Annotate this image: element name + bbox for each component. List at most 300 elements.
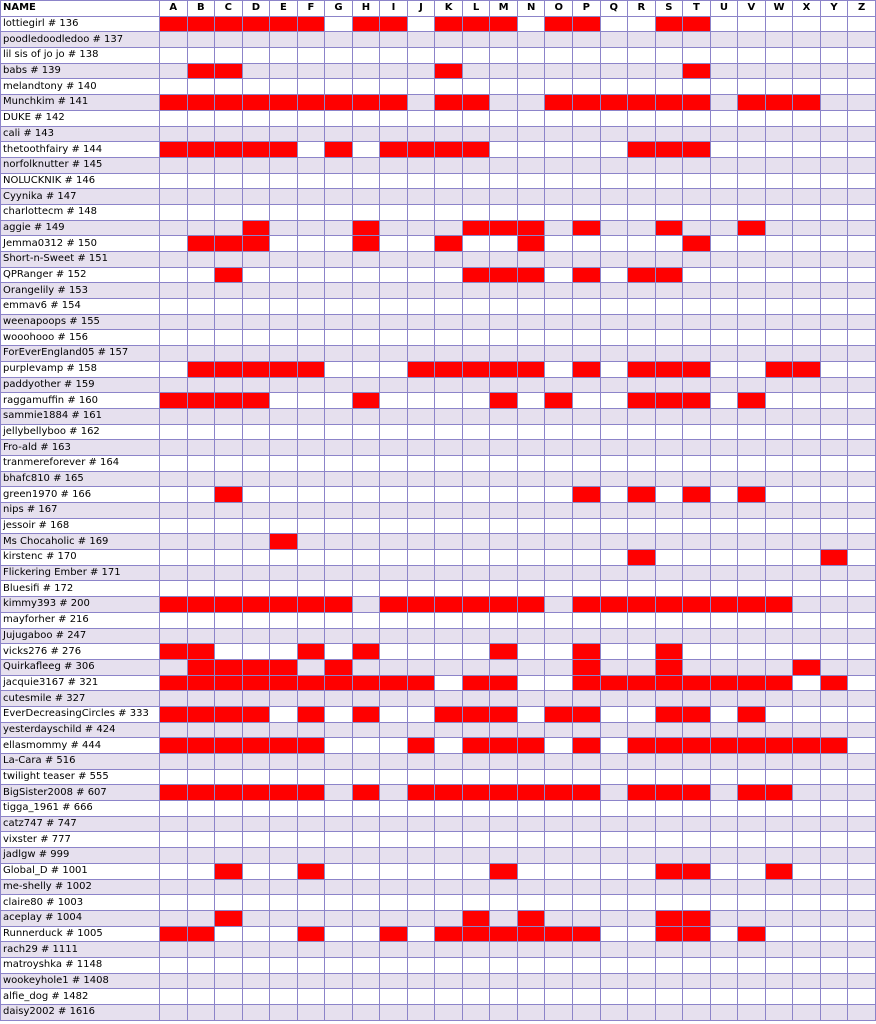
- empty-cell: [380, 989, 408, 1005]
- empty-cell: [765, 895, 793, 911]
- empty-cell: [628, 471, 656, 487]
- empty-cell: [820, 754, 848, 770]
- empty-cell: [407, 487, 435, 503]
- empty-cell: [215, 32, 243, 48]
- empty-cell: [572, 189, 600, 205]
- filled-cell: [352, 16, 380, 32]
- empty-cell: [352, 204, 380, 220]
- empty-cell: [820, 910, 848, 926]
- empty-cell: [160, 1005, 188, 1021]
- table-row: [1, 550, 876, 566]
- empty-cell: [380, 644, 408, 660]
- empty-cell: [380, 377, 408, 393]
- empty-cell: [490, 283, 518, 299]
- empty-cell: [435, 48, 463, 64]
- empty-cell: [352, 503, 380, 519]
- empty-cell: [545, 330, 573, 346]
- empty-cell: [462, 346, 490, 362]
- empty-cell: [655, 32, 683, 48]
- empty-cell: [655, 816, 683, 832]
- empty-cell: [765, 204, 793, 220]
- empty-cell: [628, 628, 656, 644]
- empty-cell: [517, 110, 545, 126]
- empty-cell: [545, 989, 573, 1005]
- empty-cell: [242, 126, 270, 142]
- empty-cell: [655, 487, 683, 503]
- empty-cell: [600, 691, 628, 707]
- empty-cell: [490, 612, 518, 628]
- empty-cell: [710, 691, 738, 707]
- filled-cell: [490, 675, 518, 691]
- empty-cell: [683, 722, 711, 738]
- empty-cell: [380, 612, 408, 628]
- table-row: [1, 110, 876, 126]
- empty-cell: [270, 299, 298, 315]
- empty-cell: [710, 79, 738, 95]
- empty-cell: [600, 220, 628, 236]
- empty-cell: [462, 63, 490, 79]
- empty-cell: [325, 863, 353, 879]
- row-name: matroyshka # 1148: [1, 957, 160, 973]
- empty-cell: [710, 283, 738, 299]
- empty-cell: [655, 1005, 683, 1021]
- filled-cell: [600, 597, 628, 613]
- filled-cell: [683, 863, 711, 879]
- row-name: raggamuffin # 160: [1, 393, 160, 409]
- empty-cell: [407, 346, 435, 362]
- empty-cell: [462, 895, 490, 911]
- empty-cell: [655, 534, 683, 550]
- empty-cell: [490, 126, 518, 142]
- empty-cell: [655, 754, 683, 770]
- column-header-w: W: [765, 1, 793, 17]
- empty-cell: [793, 832, 821, 848]
- empty-cell: [352, 550, 380, 566]
- empty-cell: [765, 424, 793, 440]
- empty-cell: [490, 1005, 518, 1021]
- empty-cell: [462, 659, 490, 675]
- filled-cell: [517, 597, 545, 613]
- empty-cell: [765, 455, 793, 471]
- empty-cell: [848, 346, 876, 362]
- table-row: [1, 408, 876, 424]
- empty-cell: [462, 503, 490, 519]
- table-row: [1, 973, 876, 989]
- empty-cell: [600, 801, 628, 817]
- empty-cell: [242, 550, 270, 566]
- empty-cell: [628, 455, 656, 471]
- empty-cell: [683, 942, 711, 958]
- empty-cell: [765, 612, 793, 628]
- filled-cell: [215, 597, 243, 613]
- empty-cell: [738, 1005, 766, 1021]
- empty-cell: [297, 110, 325, 126]
- empty-cell: [848, 989, 876, 1005]
- empty-cell: [215, 957, 243, 973]
- empty-cell: [738, 63, 766, 79]
- empty-cell: [407, 16, 435, 32]
- empty-cell: [738, 957, 766, 973]
- row-name: aceplay # 1004: [1, 910, 160, 926]
- empty-cell: [407, 848, 435, 864]
- filled-cell: [517, 220, 545, 236]
- empty-cell: [710, 361, 738, 377]
- empty-cell: [215, 455, 243, 471]
- empty-cell: [848, 612, 876, 628]
- empty-cell: [545, 189, 573, 205]
- filled-cell: [820, 675, 848, 691]
- empty-cell: [600, 816, 628, 832]
- empty-cell: [600, 659, 628, 675]
- empty-cell: [490, 299, 518, 315]
- row-name: paddyother # 159: [1, 377, 160, 393]
- empty-cell: [572, 612, 600, 628]
- filled-cell: [380, 95, 408, 111]
- empty-cell: [325, 926, 353, 942]
- table-row: [1, 455, 876, 471]
- empty-cell: [160, 832, 188, 848]
- empty-cell: [270, 157, 298, 173]
- filled-cell: [572, 926, 600, 942]
- empty-cell: [435, 346, 463, 362]
- filled-cell: [407, 361, 435, 377]
- row-name: jessoir # 168: [1, 518, 160, 534]
- column-header-x: X: [793, 1, 821, 17]
- empty-cell: [407, 565, 435, 581]
- filled-cell: [490, 706, 518, 722]
- empty-cell: [325, 801, 353, 817]
- empty-cell: [572, 142, 600, 158]
- filled-cell: [738, 220, 766, 236]
- empty-cell: [572, 63, 600, 79]
- filled-cell: [297, 785, 325, 801]
- column-header-c: C: [215, 1, 243, 17]
- empty-cell: [545, 126, 573, 142]
- empty-cell: [325, 816, 353, 832]
- empty-cell: [215, 346, 243, 362]
- empty-cell: [572, 110, 600, 126]
- empty-cell: [215, 1005, 243, 1021]
- empty-cell: [848, 471, 876, 487]
- empty-cell: [848, 408, 876, 424]
- row-name: ForEverEngland05 # 157: [1, 346, 160, 362]
- empty-cell: [187, 48, 215, 64]
- empty-cell: [517, 346, 545, 362]
- empty-cell: [600, 612, 628, 628]
- row-name: lottiegirl # 136: [1, 16, 160, 32]
- empty-cell: [435, 675, 463, 691]
- empty-cell: [187, 518, 215, 534]
- empty-cell: [435, 267, 463, 283]
- empty-cell: [215, 769, 243, 785]
- empty-cell: [462, 973, 490, 989]
- filled-cell: [270, 534, 298, 550]
- empty-cell: [738, 534, 766, 550]
- empty-cell: [187, 848, 215, 864]
- empty-cell: [352, 518, 380, 534]
- empty-cell: [242, 989, 270, 1005]
- empty-cell: [710, 769, 738, 785]
- empty-cell: [490, 691, 518, 707]
- empty-cell: [820, 63, 848, 79]
- empty-cell: [545, 957, 573, 973]
- table-row: [1, 95, 876, 111]
- row-name: kimmy393 # 200: [1, 597, 160, 613]
- empty-cell: [380, 518, 408, 534]
- empty-cell: [242, 173, 270, 189]
- empty-cell: [600, 346, 628, 362]
- empty-cell: [683, 408, 711, 424]
- empty-cell: [297, 267, 325, 283]
- empty-cell: [683, 220, 711, 236]
- empty-cell: [848, 142, 876, 158]
- empty-cell: [270, 48, 298, 64]
- filled-cell: [710, 675, 738, 691]
- filled-cell: [435, 361, 463, 377]
- empty-cell: [655, 408, 683, 424]
- empty-cell: [187, 612, 215, 628]
- empty-cell: [848, 832, 876, 848]
- empty-cell: [628, 48, 656, 64]
- empty-cell: [738, 48, 766, 64]
- empty-cell: [600, 581, 628, 597]
- name-column-header: NAME: [1, 1, 160, 17]
- empty-cell: [820, 597, 848, 613]
- empty-cell: [793, 895, 821, 911]
- empty-cell: [628, 565, 656, 581]
- empty-cell: [848, 220, 876, 236]
- empty-cell: [490, 236, 518, 252]
- empty-cell: [738, 644, 766, 660]
- empty-cell: [325, 565, 353, 581]
- empty-cell: [325, 644, 353, 660]
- table-row: [1, 534, 876, 550]
- empty-cell: [655, 377, 683, 393]
- filled-cell: [683, 738, 711, 754]
- empty-cell: [765, 879, 793, 895]
- empty-cell: [655, 848, 683, 864]
- empty-cell: [600, 314, 628, 330]
- empty-cell: [848, 157, 876, 173]
- empty-cell: [683, 314, 711, 330]
- empty-cell: [848, 110, 876, 126]
- filled-cell: [738, 706, 766, 722]
- empty-cell: [793, 440, 821, 456]
- empty-cell: [380, 173, 408, 189]
- empty-cell: [325, 691, 353, 707]
- empty-cell: [380, 299, 408, 315]
- table-row: [1, 424, 876, 440]
- empty-cell: [407, 957, 435, 973]
- empty-cell: [683, 455, 711, 471]
- row-name: vixster # 777: [1, 832, 160, 848]
- empty-cell: [187, 408, 215, 424]
- empty-cell: [848, 534, 876, 550]
- empty-cell: [325, 314, 353, 330]
- filled-cell: [242, 236, 270, 252]
- empty-cell: [325, 612, 353, 628]
- filled-cell: [380, 675, 408, 691]
- row-name: Bluesifi # 172: [1, 581, 160, 597]
- empty-cell: [160, 79, 188, 95]
- empty-cell: [215, 550, 243, 566]
- filled-cell: [187, 95, 215, 111]
- empty-cell: [572, 534, 600, 550]
- table-row: [1, 142, 876, 158]
- row-name: jacquie3167 # 321: [1, 675, 160, 691]
- empty-cell: [352, 63, 380, 79]
- empty-cell: [655, 518, 683, 534]
- empty-cell: [628, 832, 656, 848]
- filled-cell: [572, 220, 600, 236]
- empty-cell: [270, 314, 298, 330]
- filled-cell: [462, 142, 490, 158]
- row-name: Short-n-Sweet # 151: [1, 252, 160, 268]
- column-header-r: R: [628, 1, 656, 17]
- empty-cell: [325, 1005, 353, 1021]
- empty-cell: [462, 754, 490, 770]
- empty-cell: [297, 440, 325, 456]
- empty-cell: [462, 126, 490, 142]
- empty-cell: [820, 691, 848, 707]
- empty-cell: [572, 252, 600, 268]
- filled-cell: [187, 142, 215, 158]
- empty-cell: [215, 408, 243, 424]
- row-name: norfolknutter # 145: [1, 157, 160, 173]
- empty-cell: [545, 503, 573, 519]
- empty-cell: [820, 973, 848, 989]
- empty-cell: [160, 299, 188, 315]
- empty-cell: [435, 534, 463, 550]
- table-row: [1, 895, 876, 911]
- filled-cell: [297, 361, 325, 377]
- row-name: catz747 # 747: [1, 816, 160, 832]
- filled-cell: [545, 785, 573, 801]
- filled-cell: [462, 361, 490, 377]
- empty-cell: [407, 283, 435, 299]
- filled-cell: [297, 95, 325, 111]
- empty-cell: [215, 926, 243, 942]
- empty-cell: [380, 534, 408, 550]
- empty-cell: [765, 157, 793, 173]
- filled-cell: [572, 267, 600, 283]
- filled-cell: [242, 659, 270, 675]
- empty-cell: [820, 659, 848, 675]
- empty-cell: [683, 204, 711, 220]
- empty-cell: [572, 424, 600, 440]
- empty-cell: [517, 863, 545, 879]
- empty-cell: [462, 612, 490, 628]
- empty-cell: [380, 1005, 408, 1021]
- empty-cell: [160, 330, 188, 346]
- empty-cell: [297, 157, 325, 173]
- empty-cell: [242, 377, 270, 393]
- empty-cell: [765, 63, 793, 79]
- table-row: [1, 565, 876, 581]
- empty-cell: [270, 267, 298, 283]
- empty-cell: [242, 189, 270, 205]
- empty-cell: [793, 565, 821, 581]
- empty-cell: [628, 314, 656, 330]
- empty-cell: [683, 503, 711, 519]
- empty-cell: [545, 691, 573, 707]
- empty-cell: [270, 989, 298, 1005]
- empty-cell: [407, 722, 435, 738]
- empty-cell: [187, 628, 215, 644]
- empty-cell: [215, 252, 243, 268]
- row-name: weenapoops # 155: [1, 314, 160, 330]
- empty-cell: [545, 518, 573, 534]
- filled-cell: [215, 659, 243, 675]
- empty-cell: [793, 455, 821, 471]
- empty-cell: [352, 440, 380, 456]
- empty-cell: [490, 173, 518, 189]
- empty-cell: [435, 581, 463, 597]
- empty-cell: [765, 142, 793, 158]
- empty-cell: [765, 926, 793, 942]
- empty-cell: [600, 738, 628, 754]
- filled-cell: [270, 675, 298, 691]
- empty-cell: [545, 487, 573, 503]
- empty-cell: [848, 79, 876, 95]
- empty-cell: [435, 314, 463, 330]
- filled-cell: [325, 675, 353, 691]
- row-name: rach29 # 1111: [1, 942, 160, 958]
- empty-cell: [793, 267, 821, 283]
- empty-cell: [297, 957, 325, 973]
- empty-cell: [600, 424, 628, 440]
- empty-cell: [490, 628, 518, 644]
- empty-cell: [297, 487, 325, 503]
- filled-cell: [572, 785, 600, 801]
- filled-cell: [160, 675, 188, 691]
- empty-cell: [710, 440, 738, 456]
- filled-cell: [435, 926, 463, 942]
- empty-cell: [297, 330, 325, 346]
- empty-cell: [187, 957, 215, 973]
- empty-cell: [655, 973, 683, 989]
- empty-cell: [683, 534, 711, 550]
- empty-cell: [600, 204, 628, 220]
- empty-cell: [352, 110, 380, 126]
- empty-cell: [628, 299, 656, 315]
- empty-cell: [297, 408, 325, 424]
- empty-cell: [407, 471, 435, 487]
- empty-cell: [517, 628, 545, 644]
- empty-cell: [325, 424, 353, 440]
- empty-cell: [738, 173, 766, 189]
- empty-cell: [738, 189, 766, 205]
- empty-cell: [655, 330, 683, 346]
- empty-cell: [738, 801, 766, 817]
- empty-cell: [187, 440, 215, 456]
- empty-cell: [352, 487, 380, 503]
- row-name: ellasmommy # 444: [1, 738, 160, 754]
- empty-cell: [628, 236, 656, 252]
- empty-cell: [820, 126, 848, 142]
- empty-cell: [738, 455, 766, 471]
- empty-cell: [380, 455, 408, 471]
- empty-cell: [765, 691, 793, 707]
- row-name: claire80 # 1003: [1, 895, 160, 911]
- empty-cell: [407, 267, 435, 283]
- empty-cell: [628, 110, 656, 126]
- filled-cell: [545, 926, 573, 942]
- empty-cell: [765, 565, 793, 581]
- empty-cell: [187, 691, 215, 707]
- filled-cell: [820, 738, 848, 754]
- empty-cell: [380, 581, 408, 597]
